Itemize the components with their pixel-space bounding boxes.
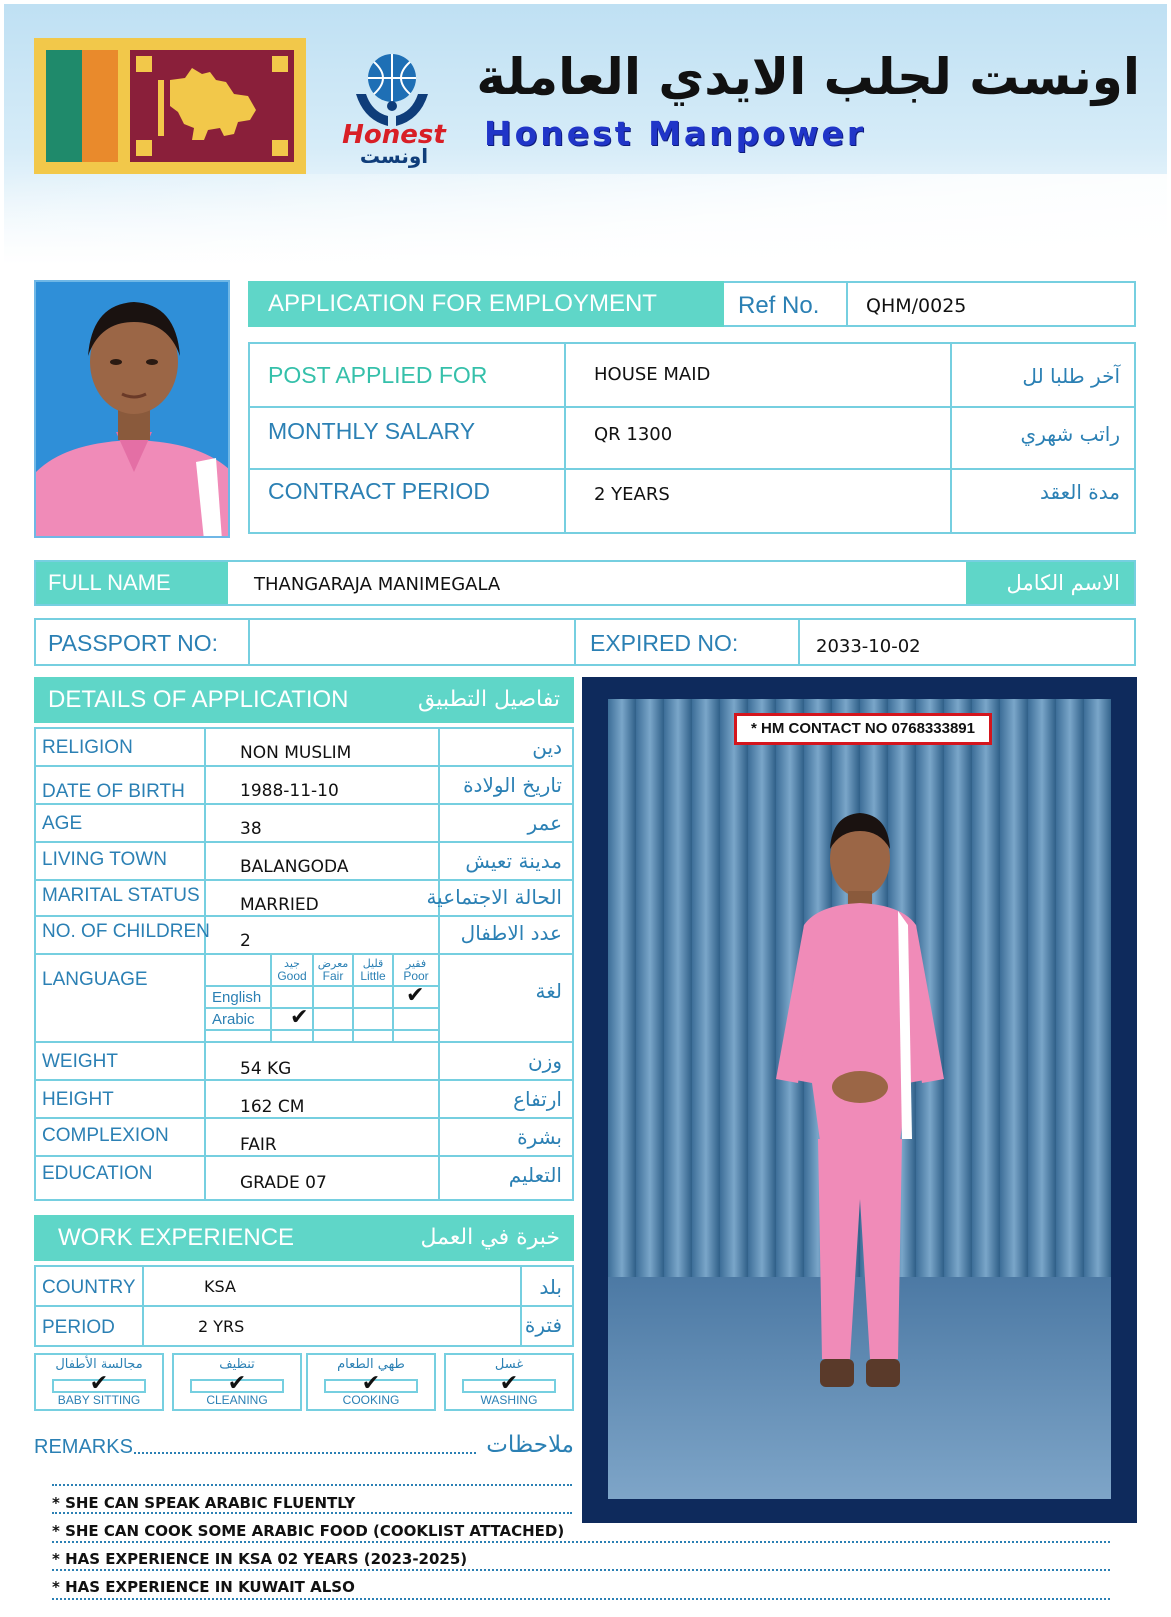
period-arabic: فترة [524,1313,562,1337]
details-table [34,727,574,1201]
table-row [36,1043,572,1081]
complexion-label: COMPLEXION [42,1125,169,1146]
check-icon: ✔ [227,1371,247,1396]
language-english: English [212,989,262,1006]
country-arabic: بلد [539,1275,562,1299]
full-name-arabic: الاسم الكامل [966,562,1134,604]
table-row [36,1081,572,1119]
language-arabic: لغة [535,979,562,1003]
work-experience-table [34,1265,574,1347]
level-fair: Fair [322,969,344,983]
remark-item: * HAS EXPERIENCE IN KSA 02 YEARS (2023-2025) [52,1550,468,1568]
language-row [36,955,572,1043]
work-experience-header [34,1215,574,1261]
language-arabic-name: Arabic [212,1011,255,1028]
remarks-arabic: ملاحظات [486,1432,574,1458]
religion-value: NON MUSLIM [240,743,352,763]
living-town-arabic: مدينة تعيش [465,849,562,873]
remarks-heading [34,1432,574,1466]
skill-label: BABY SITTING [57,1393,141,1407]
remark-line [52,1541,1110,1543]
height-label: HEIGHT [42,1089,114,1110]
children-value: 2 [240,931,251,951]
flag-green-stripe [46,50,82,162]
table-cell [36,955,206,1041]
contract-period-value: 2 YEARS [594,484,670,505]
work-title-arabic: خبرة في العمل [420,1225,560,1250]
brand-name-english: Honest Manpower [484,114,867,153]
divider [36,1305,572,1307]
period-label: PERIOD [42,1317,115,1338]
honest-logo [330,50,458,168]
passport-row [34,618,1136,666]
dob-label: DATE OF BIRTH [42,781,185,802]
children-arabic: عدد الاطفال [460,921,562,945]
ref-value: QHM/0025 [846,281,1136,327]
education-value: GRADE 07 [240,1173,327,1193]
remark-line [52,1598,1110,1600]
language-label: LANGUAGE [42,969,148,990]
skills-row [34,1353,574,1411]
details-header [34,677,574,723]
living-town-value: BALANGODA [240,857,349,877]
full-name-label: FULL NAME [36,562,228,604]
full-name-value: THANGARAJA MANIMEGALA [254,574,501,595]
post-details-table [248,342,1136,534]
complexion-arabic: بشرة [517,1125,562,1149]
level-good: Good [277,969,307,983]
table-row [36,767,572,805]
ref-label: Ref No. [724,281,848,327]
portrait-photo [34,280,230,538]
education-arabic: التعليم [508,1163,562,1187]
remarks-dotted-line [134,1452,476,1454]
weight-label: WEIGHT [42,1051,118,1072]
level-little: Little [360,969,386,983]
marital-status-arabic: الحالة الاجتماعية [426,885,562,909]
skill-arabic: غسل [494,1357,524,1372]
portrait-figure [36,282,230,538]
form-title: APPLICATION FOR EMPLOYMENT [248,281,724,327]
divider [206,985,438,987]
divider [250,468,1134,470]
post-applied-arabic: آخر طلبا لل [1022,364,1120,388]
divider [250,406,1134,408]
skill-arabic: تنظيف [219,1357,255,1372]
table-row [36,805,572,843]
level-little-arabic: قليل [362,957,384,970]
level-poor-arabic: فقير [405,957,427,970]
table-row [36,843,572,881]
logo-text-en: Honest [342,120,446,150]
skill-label: CLEANING [206,1393,268,1407]
standing-figure [608,699,1111,1499]
check-icon: ✔ [89,1371,109,1396]
country-label: COUNTRY [42,1277,136,1298]
details-title: DETAILS OF APPLICATION [48,686,349,713]
weight-arabic: وزن [527,1049,562,1073]
flag-orange-stripe [82,50,118,162]
check-icon: ✔ [499,1371,519,1396]
remark-line [52,1569,1110,1571]
marital-status-label: MARITAL STATUS [42,885,200,906]
table-row [36,1157,572,1199]
divider [574,620,576,664]
brand-name-arabic: اونست لجلب الايدي العاملة [476,48,1140,106]
flag-lion-icon [130,50,294,162]
full-name-row [34,560,1136,606]
post-applied-label: POST APPLIED FOR [268,362,488,388]
skill-baby-sitting [34,1353,164,1411]
passport-label: PASSPORT NO: [48,630,218,656]
divider [950,344,952,532]
age-value: 38 [240,819,262,839]
complexion-value: FAIR [240,1135,277,1155]
height-value: 162 CM [240,1097,305,1117]
country-value: KSA [204,1277,236,1296]
monthly-salary-value: QR 1300 [594,424,673,445]
monthly-salary-label: MONTHLY SALARY [268,418,476,444]
dob-arabic: تاريخ الولادة [463,773,562,797]
table-row [36,881,572,917]
level-poor: Poor [403,969,429,983]
contract-period-label: CONTRACT PERIOD [268,478,490,504]
expired-value: 2033-10-02 [816,636,921,657]
check-icon: ✔ [361,1371,381,1396]
post-applied-value: HOUSE MAID [594,364,711,385]
language-grid [206,955,440,1043]
skill-arabic: مجالسة الأطفال [55,1357,143,1372]
children-label: NO. OF CHILDREN [42,921,210,942]
religion-arabic: دين [532,735,562,759]
marital-status-value: MARRIED [240,895,319,915]
arabic-good-check-icon: ✔ [290,1005,309,1030]
period-value: 2 YRS [198,1317,245,1336]
weight-value: 54 KG [240,1059,292,1079]
sri-lanka-flag [34,38,306,174]
religion-label: RELIGION [42,737,133,758]
remark-line [52,1512,572,1514]
table-row [36,917,572,955]
divider [248,620,250,664]
age-label: AGE [42,813,83,834]
remarks-label: REMARKS [34,1436,133,1458]
table-row [36,729,572,767]
skill-cooking [306,1353,436,1411]
divider [270,985,272,1041]
living-town-label: LIVING TOWN [42,849,167,870]
remark-item: * HAS EXPERIENCE IN KUWAIT ALSO [52,1578,355,1596]
height-arabic: ارتفاع [513,1087,562,1111]
remark-item: * SHE CAN SPEAK ARABIC FLUENTLY [52,1494,356,1512]
age-arabic: عمر [527,811,562,835]
skill-label: COOKING [342,1393,400,1407]
logo-text-ar: اونست [359,144,429,168]
level-good-arabic: جيد [284,957,300,970]
divider [798,620,800,664]
skill-arabic: طهي الطعام [337,1357,405,1372]
full-body-photo [582,677,1137,1523]
skill-washing [444,1353,574,1411]
remark-item: * SHE CAN COOK SOME ARABIC FOOD (COOKLIST ATTACHED) [52,1522,565,1540]
contract-period-arabic: مدة العقد [1040,480,1120,504]
level-fair-arabic: معرض [317,957,349,970]
monthly-salary-arabic: راتب شهري [1020,422,1120,446]
english-poor-check-icon: ✔ [406,983,425,1008]
skill-cleaning [172,1353,302,1411]
education-label: EDUCATION [42,1163,153,1184]
skill-label: WASHING [480,1393,538,1407]
divider [564,344,566,532]
details-title-arabic: تفاصيل التطبيق [417,687,560,712]
dob-value: 1988-11-10 [240,781,339,801]
expired-label: EXPIRED NO: [590,630,739,656]
work-title: WORK EXPERIENCE [58,1224,295,1251]
divider [206,1029,438,1031]
hm-contact-note: * HM CONTACT NO 0768333891 [734,713,992,745]
remark-line [52,1484,572,1486]
table-row [36,1119,572,1157]
divider [206,1007,438,1009]
